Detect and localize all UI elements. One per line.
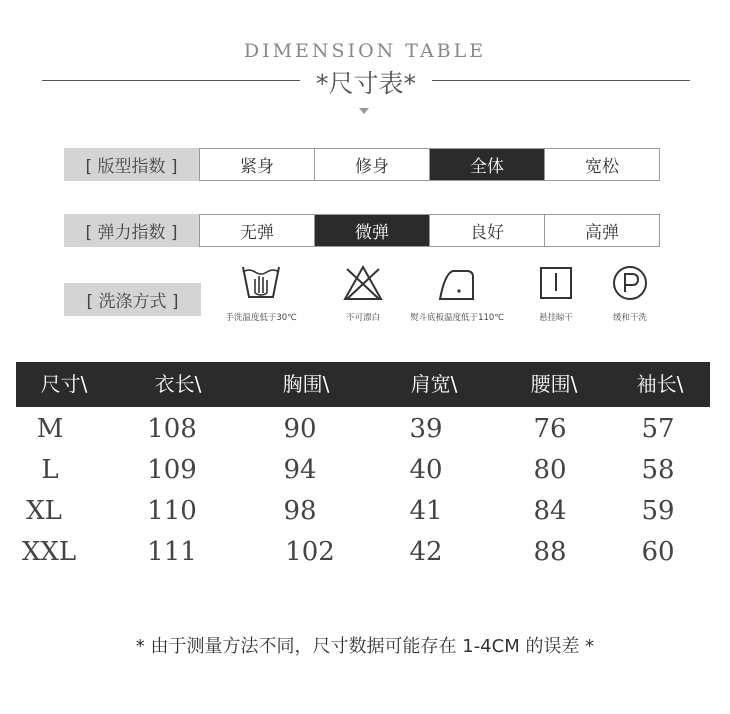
- table-cell: 57: [641, 414, 675, 444]
- table-cell: 39: [409, 414, 443, 444]
- table-cell: XXL: [21, 537, 77, 567]
- elasticity-option-high: 高弹: [544, 215, 659, 246]
- iron-low-temp-icon: [435, 263, 479, 303]
- measurement-footnote: * 由于测量方法不同，尺寸数据可能存在 1-4CM 的误差 *: [135, 636, 595, 657]
- title-divider-left: [42, 80, 300, 81]
- table-cell: 109: [147, 455, 197, 485]
- table-cell: 102: [285, 537, 335, 567]
- table-cell: 94: [283, 455, 317, 485]
- elasticity-option-none: 无弹: [199, 215, 314, 246]
- col-header-chest: 胸围\: [282, 372, 330, 396]
- hand-wash-icon: [239, 263, 283, 303]
- col-header-shoulder: 肩宽\: [410, 372, 458, 396]
- table-cell: XL: [26, 496, 62, 526]
- elasticity-option-slight-selected: 微弹: [314, 215, 429, 246]
- table-cell: 111: [147, 537, 197, 567]
- fit-index-label: [ 版型指数 ]: [64, 148, 199, 181]
- table-cell: 108: [147, 414, 197, 444]
- fit-option-slim: 修身: [314, 149, 429, 180]
- table-cell: 59: [641, 496, 675, 526]
- line-dry-caption: 悬挂晾干: [538, 313, 573, 323]
- table-cell: 110: [147, 496, 197, 526]
- table-cell: 80: [533, 455, 567, 485]
- table-cell: 88: [533, 537, 567, 567]
- wash-item-dry-clean: [570, 263, 690, 323]
- elasticity-index-row: [64, 214, 660, 247]
- fit-option-regular-selected: 全体: [429, 149, 544, 180]
- table-cell: 58: [641, 455, 675, 485]
- table-cell: 98: [283, 496, 317, 526]
- fit-index-options: [199, 148, 660, 181]
- hand-wash-caption: 手洗温度低于30℃: [225, 313, 297, 323]
- dry-clean-caption: 缓和干洗: [612, 313, 647, 323]
- elasticity-option-good: 良好: [429, 215, 544, 246]
- caret-down-icon: [359, 108, 369, 114]
- dry-clean-p-icon: [608, 263, 652, 303]
- no-bleach-caption: 不可漂白: [345, 313, 380, 323]
- size-table-header: [16, 362, 710, 407]
- table-cell: 41: [409, 496, 443, 526]
- table-cell: 84: [533, 496, 567, 526]
- table-cell: 60: [641, 537, 675, 567]
- elasticity-index-label: [ 弹力指数 ]: [64, 214, 199, 247]
- title-english: DIMENSION TABLE: [243, 40, 487, 62]
- fit-option-tight: 紧身: [199, 149, 314, 180]
- table-cell: L: [41, 455, 59, 485]
- fit-option-loose: 宽松: [544, 149, 659, 180]
- col-header-sleeve: 袖长\: [636, 372, 684, 396]
- iron-caption: 熨斗底板温度低于110℃: [410, 313, 504, 323]
- wash-method-label: [ 洗涤方式 ]: [64, 283, 201, 316]
- title-chinese: *尺寸表*: [315, 69, 416, 98]
- title-divider-right: [432, 80, 690, 81]
- col-header-waist: 腰围\: [530, 372, 578, 396]
- col-header-size: 尺寸\: [40, 372, 88, 396]
- table-cell: 40: [409, 455, 443, 485]
- table-cell: 76: [533, 414, 567, 444]
- table-cell: 90: [283, 414, 317, 444]
- table-cell: 42: [409, 537, 443, 567]
- no-bleach-icon: [341, 263, 385, 303]
- col-header-length: 衣长\: [154, 372, 202, 396]
- fit-index-row: [64, 148, 660, 181]
- elasticity-index-options: [199, 214, 660, 247]
- table-cell: M: [36, 414, 64, 444]
